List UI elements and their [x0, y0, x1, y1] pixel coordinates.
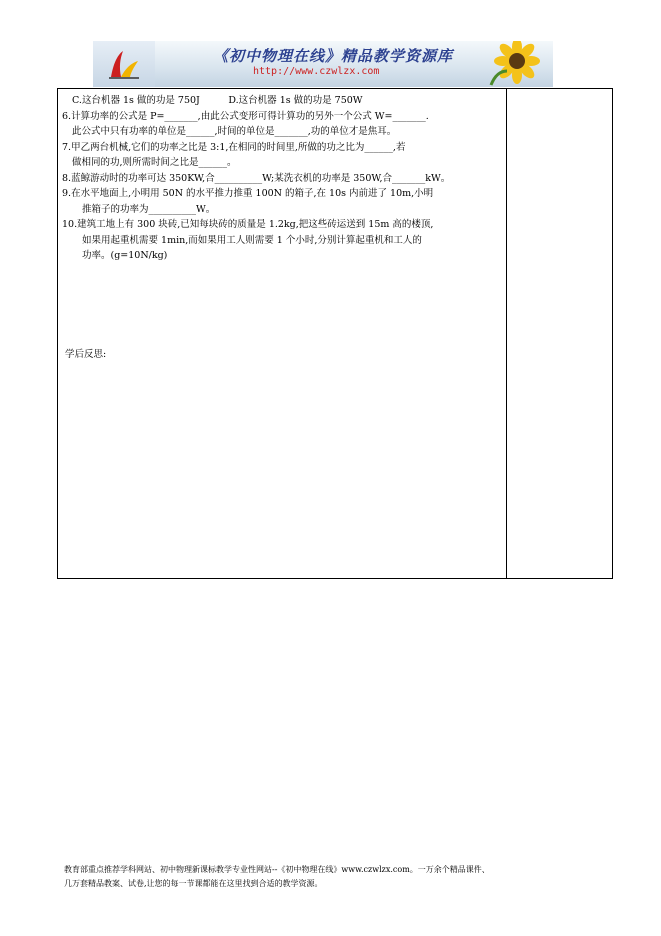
question-line: 8.蓝鲸游动时的功率可达 350KW,合__________W;某洗衣机的功率是 350W,合_______kW。 — [62, 172, 451, 184]
sunflower-icon — [481, 41, 551, 87]
banner-title: 《初中物理在线》精品教学资源库 — [213, 47, 454, 65]
header-banner — [93, 41, 553, 87]
table-column-divider — [506, 89, 507, 578]
question-line: C.这台机器 1s 做的功是 750J D.这台机器 1s 做的功是 750W — [72, 95, 363, 106]
page-footer — [64, 863, 624, 891]
reflection-label: 学后反思: — [65, 349, 107, 360]
question-line: 此公式中只有功率的单位是______,时间的单位是_______,功的单位才是焦耳。 — [72, 126, 397, 137]
banner-url: http://www.czwlzx.com — [253, 66, 380, 77]
question-line: 10.建筑工地上有 300 块砖,已知每块砖的质量是 1.2kg,把这些砖运送到 15m 高的楼顶, — [62, 219, 434, 230]
footer-line-2: 几万套精品教案、试卷,让您的每一节课都能在这里找到合适的教学资源。 — [64, 879, 323, 888]
question-list — [62, 93, 502, 264]
question-line: 7.甲乙两台机械,它们的功率之比是 3:1,在相同的时间里,所做的功之比为______,若 — [62, 141, 406, 153]
question-line: 推箱子的功率为__________W。 — [82, 203, 216, 215]
site-logo-icon — [107, 47, 141, 81]
question-line: 功率。(g=10N/kg) — [82, 250, 168, 261]
question-line: 9.在水平地面上,小明用 50N 的水平推力推重 100N 的箱子,在 10s 内前进了 10m,小明 — [62, 188, 434, 199]
question-line: 如果用起重机需要 1min,而如果用工人则需要 1 个小时,分别计算起重机和工人的 — [82, 234, 422, 246]
question-line: 6.计算功率的公式是 P=_______,由此公式变形可得计算功的另外一个公式 W=_______. — [62, 110, 429, 122]
question-line: 做相同的功,则所需时间之比是______。 — [72, 157, 237, 168]
logo-area — [93, 41, 155, 87]
footer-line-1: 教育部重点推荐学科网站、初中物理新课标教学专业性网站--《初中物理在线》www.czwlzx.com。一万余个精品课件、 — [64, 865, 490, 874]
worksheet-table — [57, 88, 613, 579]
